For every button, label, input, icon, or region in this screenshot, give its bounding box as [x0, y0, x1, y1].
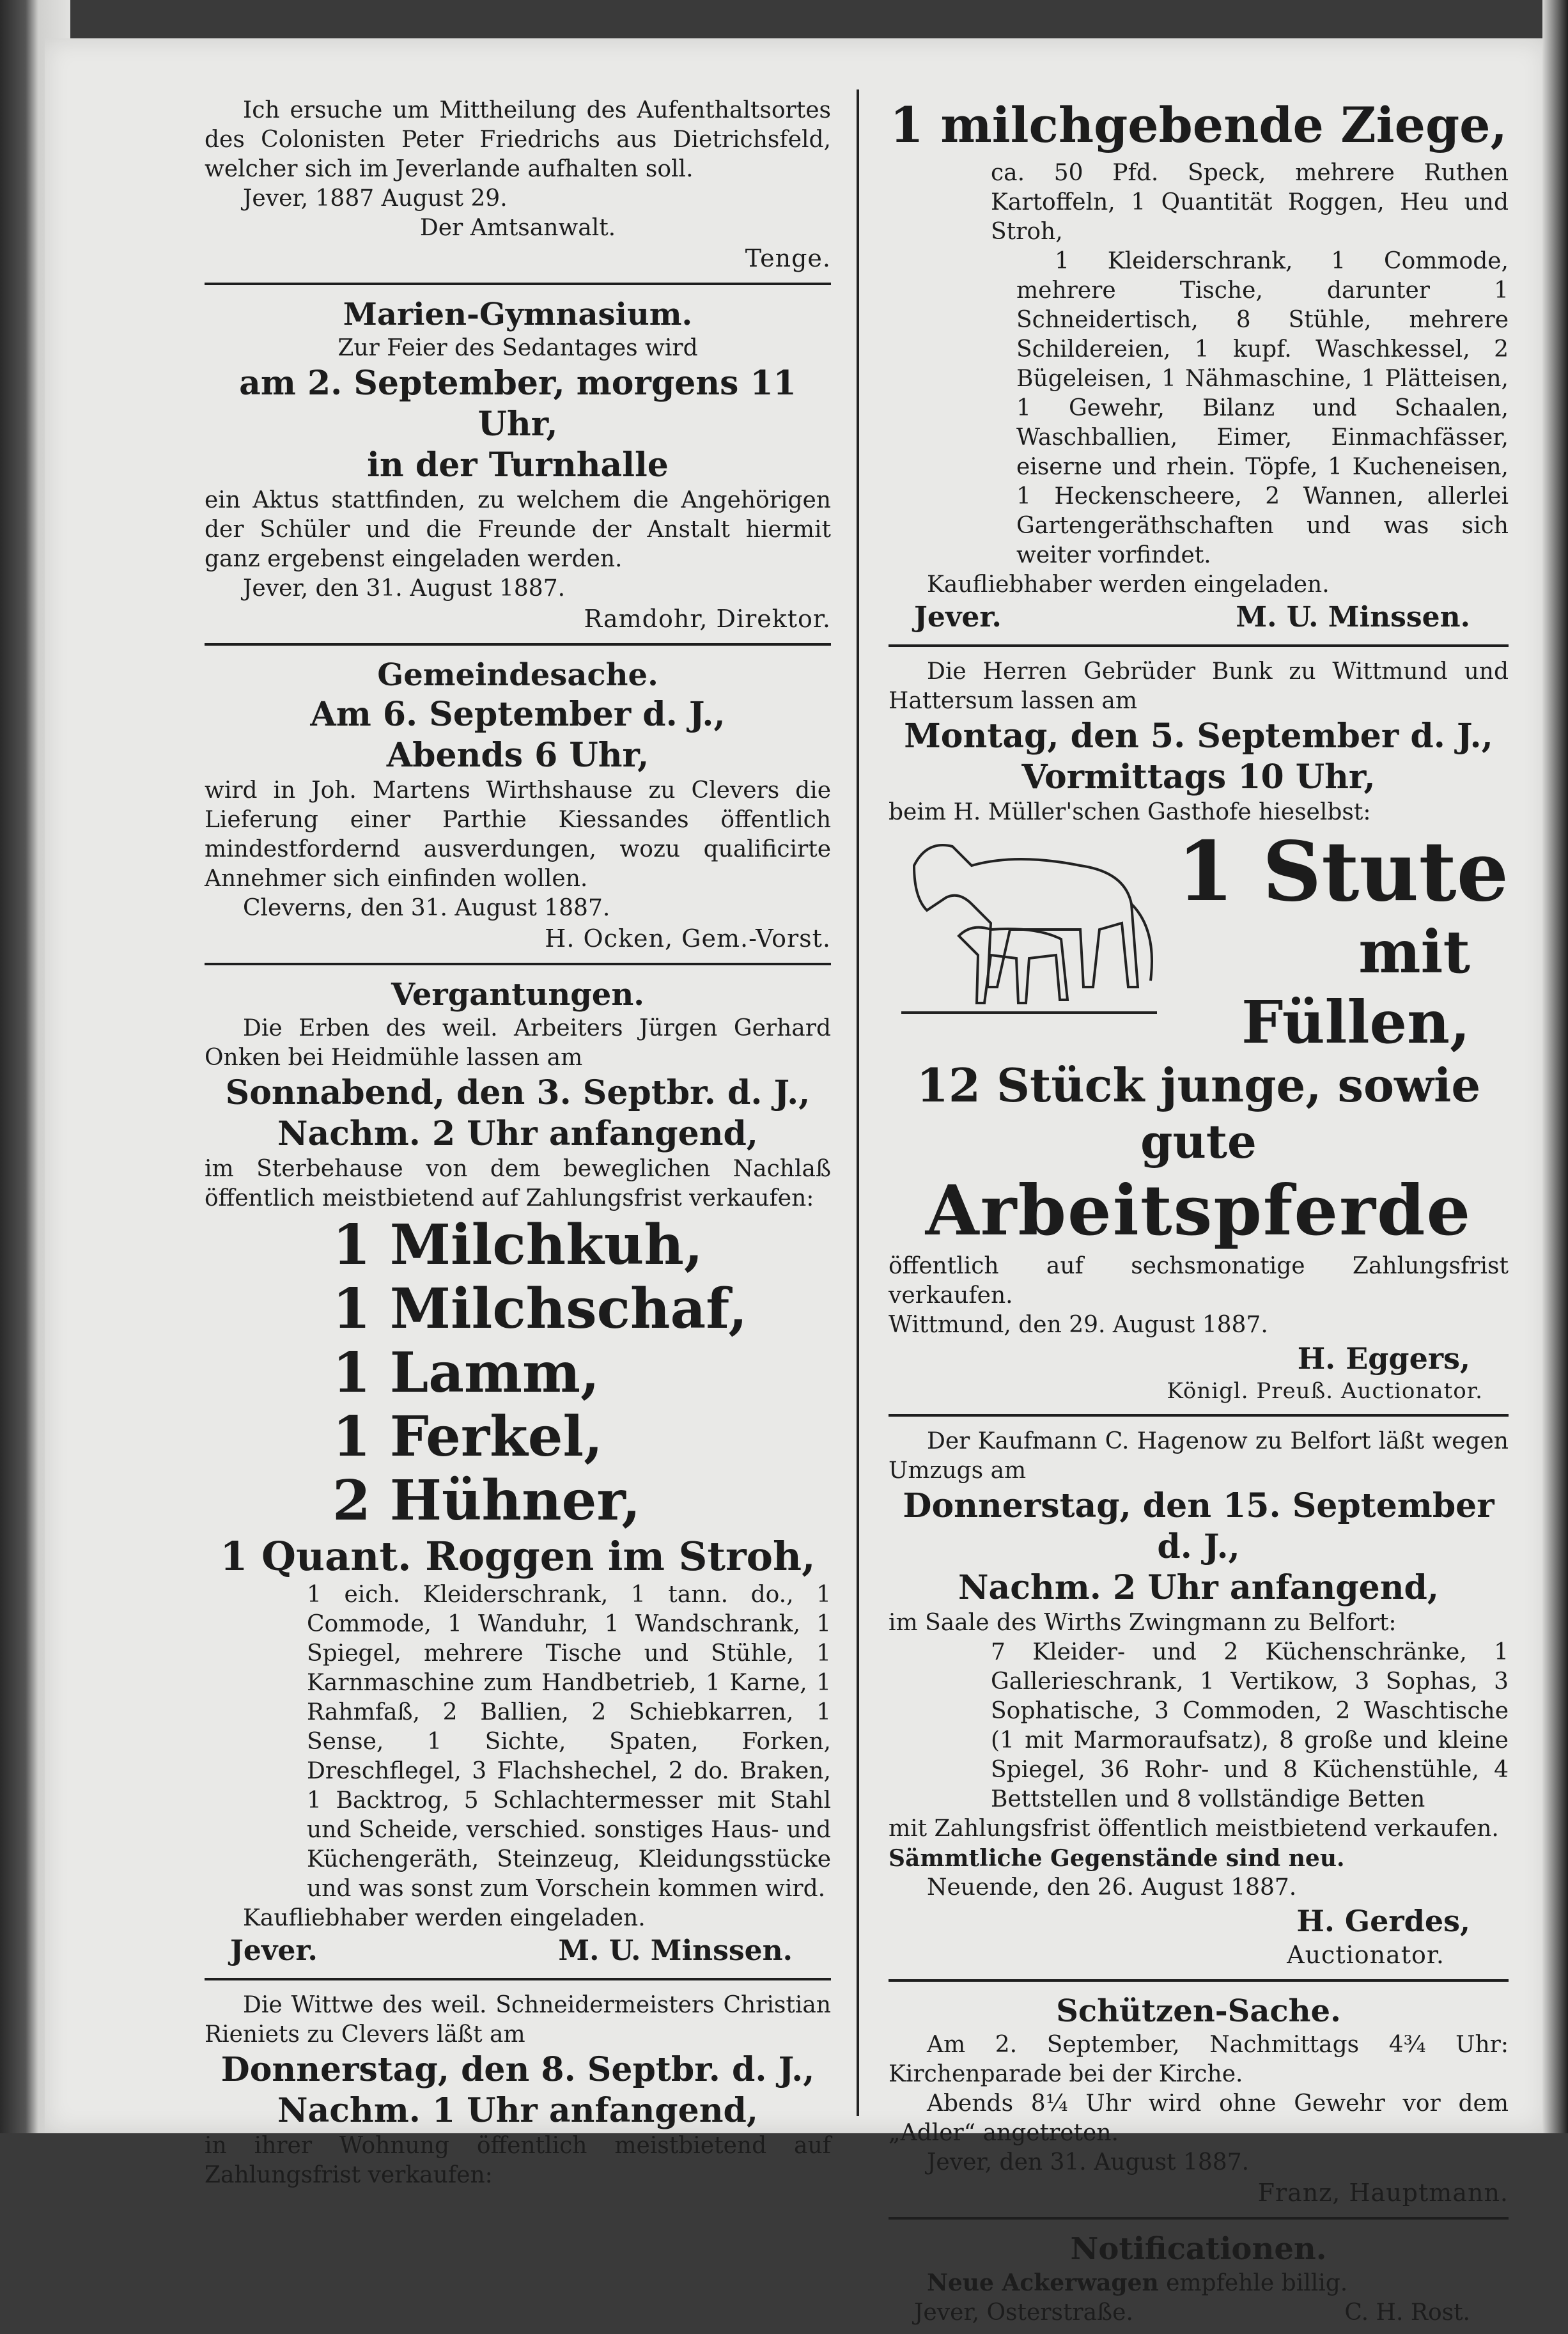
ziege-footer [889, 600, 1509, 635]
gymnasium-when: am 2. September, morgens 11 Uhr, [239, 364, 796, 444]
witwe-time-line: Nachm. 1 Uhr anfangend, [277, 2091, 758, 2130]
column-divider [857, 89, 859, 2116]
witwe-date-line: Donnerstag, den 8. Septbr. d. J., [221, 2050, 815, 2089]
item-milchschaf: 1 Milchschaf, [332, 1277, 748, 1341]
bunk-date: Wittmund, den 29. August 1887. [889, 1312, 1268, 1338]
left-column [205, 96, 831, 2197]
schuetzen-title: Schützen-Sache. [1056, 1993, 1341, 2029]
ziege-title: 1 milchgebende Ziege, [890, 97, 1507, 153]
gymnasium-title: Marien-Gymnasium. [343, 297, 693, 332]
notificationen-line1 [889, 2268, 1509, 2298]
separator [889, 2217, 1509, 2220]
gymnasium-where: in der Turnhalle [367, 446, 669, 485]
gymnasium-intro: Zur Feier des Sedantages wird [338, 335, 698, 361]
schuetzen-line2: Abends 8¼ Uhr wird ohne Gewehr vor dem „Adler“ angetreten. [889, 2090, 1509, 2146]
stute-block [1170, 824, 1509, 1057]
ziege-list: ca. 50 Pfd. Speck, mehrere Ruthen Kartoffeln, 1 Quantität Roggen, Heu und Stroh, [991, 160, 1509, 245]
schuetzen-line1: Am 2. September, Nachmittags 4¾ Uhr: Kirchenparade bei der Kirche. [889, 2032, 1509, 2087]
hagenow-list: 7 Kleider- und 2 Küchenschränke, 1 Gallerieschrank, 1 Vertikow, 3 Sophas, 3 Sophatische, 3 Commoden, 2 Waschtische (1 mit Marmoraufsatz), 8 große und kleine Spiegel, 36 Rohr- und 8 Küchenstühle, 4 Bettstellen und 8 vollständige Betten [991, 1639, 1509, 1812]
bunk-date-line: Montag, den 5. September d. J., [904, 717, 1493, 756]
hagenow-notice [889, 1427, 1509, 1970]
separator [889, 1979, 1509, 1982]
vergantungen-list: 1 eich. Kleiderschrank, 1 tann. do., 1 Commode, 1 Wanduhr, 1 Wandschrank, 1 Spiegel, mehrere Tische und Stühle, 1 Karnmaschine zum Handbetrieb, 1 Karne, 1 Rahmfaß, 2 Ballien, 2 Schiebkarren, 1 Sense, 1 Sichte, Spaten, Forken, Dreschflegel, 3 Flachshechel, 2 do. Braken, 1 Backtrog, 5 Schlachtermesser mit Stahl und Scheide, verschied. sonstiges Haus- und Küchengeräth, Steinzeug, Kleidungsstücke und was sonst zum Vorschein kommen wird. [307, 1582, 831, 1902]
ackerwagen-label: Neue Ackerwagen [927, 2269, 1159, 2296]
notificationen-title: Notificationen. [1070, 2231, 1327, 2267]
bunk-intro: Die Herren Gebrüder Bunk zu Wittmund und Hattersum lassen am [889, 658, 1509, 714]
notice-signature: Tenge. [745, 244, 831, 272]
gemeinde-signature: H. Ocken, Gem.-Vorst. [545, 924, 831, 953]
notice-date: Jever, 1887 August 29. [243, 185, 508, 212]
bunk-body: öffentlich auf sechsmonatige Zahlungsfrist verkaufen. [889, 1253, 1509, 1309]
separator [205, 963, 831, 965]
notificationen-place: Jever, Osterstraße. [914, 2299, 1133, 2326]
hagenow-intro: Der Kaufmann C. Hagenow zu Belfort läßt wegen Umzugs am [889, 1428, 1509, 1484]
vergantungen-notice [205, 976, 831, 1969]
horse-row [889, 824, 1509, 1057]
witwe-intro: Die Wittwe des weil. Schneidermeisters Christian Rieniets zu Clevers läßt am [205, 1992, 831, 2048]
ziege-invite: Kaufliebhaber werden eingeladen. [927, 572, 1330, 598]
ziege-notice [889, 96, 1509, 635]
gymnasium-date: Jever, den 31. August 1887. [243, 575, 566, 602]
vergantungen-intro: Die Erben des weil. Arbeiters Jürgen Gerhard Onken bei Heidmühle lassen am [205, 1015, 831, 1071]
hagenow-date-line: Donnerstag, den 15. September d. J., [903, 1486, 1494, 1566]
arbeitspferde-title: Arbeitspferde [925, 1171, 1472, 1251]
witwe-body: in ihrer Wohnung öffentlich meistbietend auf Zahlungsfrist verkaufen: [205, 2133, 831, 2188]
item-ferkel: 1 Ferkel, [332, 1404, 603, 1469]
ziege-signature: M. U. Minssen. [1236, 601, 1470, 634]
schuetzen-date: Jever, den 31. August 1887. [927, 2149, 1250, 2175]
schuetzen-signature: Franz, Hauptmann. [1257, 2179, 1509, 2207]
vergantungen-place: Jever. [230, 1934, 318, 1967]
gymnasium-notice [205, 295, 831, 634]
bunk-signature-title: Königl. Preuß. Auctionator. [1167, 1378, 1483, 1404]
gemeinde-title: Gemeindesache. [377, 657, 658, 693]
gemeinde-date-line: Am 6. September d. J., [310, 695, 726, 734]
hagenow-place-line: im Saale des Wirths Zwingmann zu Belfort: [889, 1610, 1397, 1636]
hagenow-note: Sämmtliche Gegenstände sind neu. [889, 1845, 1345, 1872]
bunk-place-line: beim H. Müller'schen Gasthofe hieselbst: [889, 799, 1371, 825]
witwe-notice [205, 1991, 831, 2190]
gemeinde-notice [205, 656, 831, 954]
horse-illustration-icon [889, 827, 1170, 1025]
vergantungen-title: Vergantungen. [391, 977, 644, 1013]
item-milchkuh: 1 Milchkuh, [332, 1213, 703, 1277]
stueck-line: 12 Stück junge, sowie gute [916, 1058, 1481, 1169]
stute-title: 1 Stute [1177, 824, 1509, 920]
vergantungen-time-line: Nachm. 2 Uhr anfangend, [277, 1114, 758, 1153]
hagenow-signature-title: Auctionator. [1287, 1941, 1445, 1969]
bunk-signature: H. Eggers, [1297, 1341, 1470, 1376]
vergantungen-invite: Kaufliebhaber werden eingeladen. [243, 1905, 646, 1931]
schuetzen-notice [889, 1992, 1509, 2208]
notice-office: Der Amtsanwalt. [419, 215, 616, 241]
item-huehner: 2 Hühner, [332, 1468, 641, 1533]
hagenow-time-line: Nachm. 2 Uhr anfangend, [958, 1568, 1439, 1607]
page-right-edge [1542, 0, 1568, 2133]
notice-body: Ich ersuche um Mittheilung des Aufenthaltsortes des Colonisten Peter Friedrichs aus Dietrichsfeld, welcher sich im Jeverlande aufhalten soll. [205, 97, 831, 182]
notificationen-signature: C. H. Rost. [1344, 2299, 1470, 2326]
gymnasium-body: ein Aktus stattfinden, zu welchem die Angehörigen der Schüler und die Freunde der Anstalt hiermit ganz ergebenst eingeladen werden. [205, 487, 831, 572]
separator [889, 644, 1509, 647]
notificationen-notice [889, 2230, 1509, 2328]
ziege-list-furniture: 1 Kleiderschrank, 1 Commode, mehrere Tische, darunter 1 Schneidertisch, 8 Stühle, mehrere Schildereien, 1 kupf. Waschkessel, 2 Bügeleisen, 1 Nähmaschine, 1 Plätteisen, 1 Gewehr, Bilanz und Schaalen, Waschballien, Eimer, Einmachfässer, eiserne und rhein. Töpfe, 1 Kucheneisen, 1 Heckenscheere, 2 Wannen, allerlei Gartengeräthschaften und was sich weiter vorfindet. [1016, 248, 1509, 568]
item-roggen: 1 Quant. Roggen im Stroh, [220, 1533, 816, 1580]
notificationen-footer [889, 2298, 1509, 2328]
bunk-time-line: Vormittags 10 Uhr, [1021, 758, 1376, 797]
hagenow-body: mit Zahlungsfrist öffentlich meistbietend verkaufen. [889, 1816, 1499, 1842]
vergantungen-body: im Sterbehause von dem beweglichen Nachlaß öffentlich meistbietend auf Zahlungsfrist verkaufen: [205, 1156, 831, 1211]
gymnasium-signature: Ramdohr, Direktor. [584, 605, 831, 633]
ackerwagen-rest: empfehle billig. [1158, 2270, 1348, 2296]
separator [889, 1414, 1509, 1417]
vergantungen-signature: M. U. Minssen. [558, 1934, 793, 1967]
gemeinde-date: Cleverns, den 31. August 1887. [243, 895, 610, 921]
vergantungen-footer [205, 1933, 831, 1969]
ziege-place: Jever. [914, 601, 1002, 634]
notice-whereabouts [205, 96, 831, 274]
gemeinde-time-line: Abends 6 Uhr, [386, 736, 649, 775]
separator [205, 643, 831, 646]
vergantungen-date-line: Sonnabend, den 3. Septbr. d. J., [225, 1073, 811, 1112]
fuellen-title: mit Füllen, [1241, 917, 1470, 1057]
right-column [889, 96, 1509, 2334]
item-lamm: 1 Lamm, [332, 1341, 600, 1405]
hagenow-date: Neuende, den 26. August 1887. [927, 1874, 1297, 1901]
separator [205, 283, 831, 285]
hagenow-signature: H. Gerdes, [1296, 1904, 1470, 1938]
separator [205, 1978, 831, 1980]
bunk-notice [889, 657, 1509, 1405]
gemeinde-body: wird in Joh. Martens Wirthshause zu Clevers die Lieferung einer Parthie Kiessandes öffentlich mindestfordernd ausverdungen, wozu qualificirte Annehmer sich einfinden wollen. [205, 777, 831, 892]
